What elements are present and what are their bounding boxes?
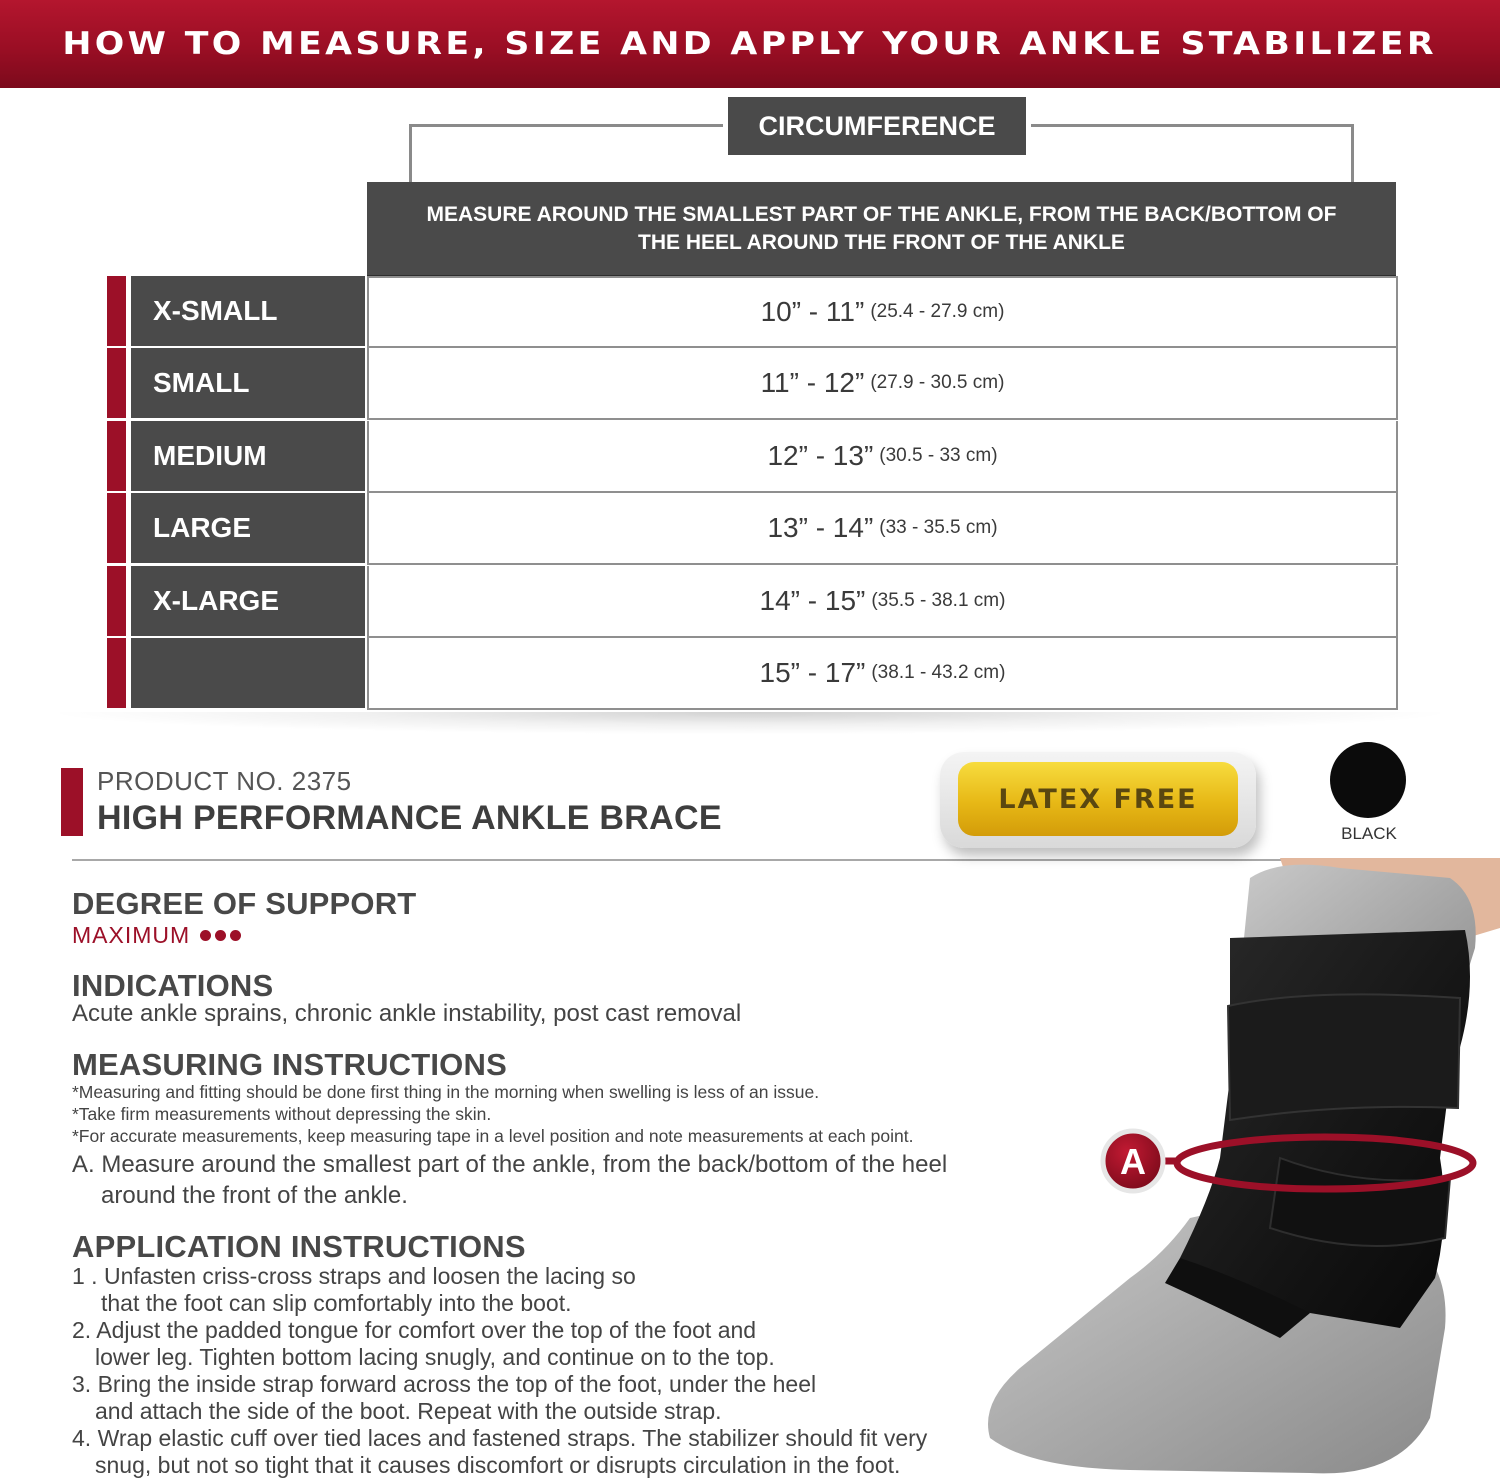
- measuring-note: *Take firm measurements without depressing the skin.: [72, 1104, 492, 1124]
- application-step-cont: and attach the side of the boot. Repeat with the outside strap.: [95, 1398, 722, 1424]
- support-dot: [215, 930, 226, 941]
- measuring-note: *For accurate measurements, keep measuring tape in a level position and note measurements at each point.: [72, 1126, 914, 1146]
- size-range: [367, 276, 1398, 348]
- application-step-cont: lower leg. Tighten bottom lacing snugly, and continue on to the top.: [95, 1344, 775, 1370]
- application-step-cont: that the foot can slip comfortably into the boot.: [101, 1290, 572, 1316]
- indications-heading: INDICATIONS: [72, 968, 274, 1003]
- size-inches: 10” - 11”: [760, 296, 865, 327]
- size-cm: (27.9 - 30.5 cm): [870, 372, 1005, 394]
- support-dots: [200, 930, 241, 941]
- size-row: [107, 276, 1399, 348]
- size-range: [367, 348, 1398, 420]
- support-heading: DEGREE OF SUPPORT: [72, 886, 417, 921]
- size-row: [107, 421, 1399, 493]
- product-number: PRODUCT NO. 2375: [97, 766, 352, 796]
- row-accent: [107, 638, 126, 708]
- size-range: [367, 638, 1398, 710]
- color-swatch-label: BLACK: [1341, 824, 1397, 843]
- support-dot: [200, 930, 211, 941]
- page-title: HOW TO MEASURE, SIZE AND APPLY YOUR ANKLE STABILIZER: [62, 26, 1438, 62]
- size-cm: (35.5 - 38.1 cm): [871, 589, 1006, 611]
- brace-body: [1180, 930, 1470, 1328]
- marker-label: A: [1120, 1141, 1146, 1182]
- circumference-label: CIRCUMFERENCE: [728, 97, 1026, 155]
- support-level: [72, 922, 241, 949]
- row-accent: [107, 276, 126, 346]
- size-inches: 12” - 13”: [767, 439, 874, 471]
- size-row: [107, 638, 1399, 710]
- size-cm: (38.1 - 43.2 cm): [871, 661, 1006, 683]
- application-step: 1 . Unfasten criss-cross straps and loosen the lacing so: [72, 1263, 636, 1289]
- row-accent: [107, 421, 126, 491]
- color-swatch: [1330, 742, 1406, 818]
- support-level-label: MAXIMUM: [72, 922, 191, 948]
- header-banner: [0, 0, 1500, 88]
- product-accent: [61, 768, 83, 836]
- size-name: SMALL: [131, 348, 365, 418]
- row-accent: [107, 566, 126, 636]
- size-cm: (30.5 - 33 cm): [879, 444, 998, 466]
- size-name: X-SMALL: [131, 276, 365, 346]
- measuring-note: *Measuring and fitting should be done first thing in the morning when swelling is less of an issue.: [72, 1082, 820, 1102]
- size-name: [131, 638, 365, 708]
- size-inches: 11” - 12”: [760, 367, 865, 399]
- latex-free-badge: [940, 752, 1256, 848]
- elastic-cuff: [1228, 994, 1460, 1120]
- row-accent: [107, 493, 126, 563]
- size-range: [367, 421, 1398, 493]
- size-name: LARGE: [131, 493, 365, 563]
- latex-free-label: LATEX FREE: [958, 762, 1238, 836]
- application-step: 3. Bring the inside strap forward across the top of the foot, under the heel: [72, 1371, 817, 1397]
- chart-shadow: [60, 712, 1440, 734]
- row-accent: [107, 348, 126, 418]
- size-row: [107, 348, 1399, 420]
- application-step: 4. Wrap elastic cuff over tied laces and fastened straps. The stabilizer should fit very: [72, 1425, 928, 1451]
- product-name: HIGH PERFORMANCE ANKLE BRACE: [97, 799, 722, 837]
- size-inches: 14” - 15”: [759, 584, 866, 616]
- size-row: [107, 566, 1399, 638]
- size-range: [367, 566, 1398, 638]
- ankle-brace-illustration: [980, 858, 1500, 1481]
- support-dot: [230, 930, 241, 941]
- indications-text: Acute ankle sprains, chronic ankle instability, post cast removal: [72, 1000, 742, 1027]
- measuring-heading: MEASURING INSTRUCTIONS: [72, 1047, 507, 1082]
- size-name: X-LARGE: [131, 566, 365, 636]
- size-cm: (33 - 35.5 cm): [879, 517, 998, 539]
- application-step-cont: snug, but not so tight that it causes discomfort or disrupts circulation in the foot.: [95, 1452, 901, 1478]
- application-step: 2. Adjust the padded tongue for comfort over the top of the foot and: [72, 1317, 757, 1343]
- size-range: [367, 493, 1398, 565]
- size-chart: [107, 276, 1399, 710]
- measuring-step-a: A. Measure around the smallest part of the ankle, from the back/bottom of the heel: [72, 1151, 948, 1178]
- measuring-step-a-cont: around the front of the ankle.: [101, 1182, 408, 1209]
- application-heading: APPLICATION INSTRUCTIONS: [72, 1229, 526, 1264]
- measure-header: MEASURE AROUND THE SMALLEST PART OF THE ANKLE, FROM THE BACK/BOTTOM OF THE HEEL AROUND THE FRONT OF THE ANKLE: [367, 182, 1396, 275]
- size-inches: 15” - 17”: [759, 656, 866, 688]
- size-name: MEDIUM: [131, 421, 365, 491]
- size-inches: 13” - 14”: [767, 512, 874, 544]
- size-cm: (25.4 - 27.9 cm): [870, 301, 1005, 322]
- size-row: [107, 493, 1399, 565]
